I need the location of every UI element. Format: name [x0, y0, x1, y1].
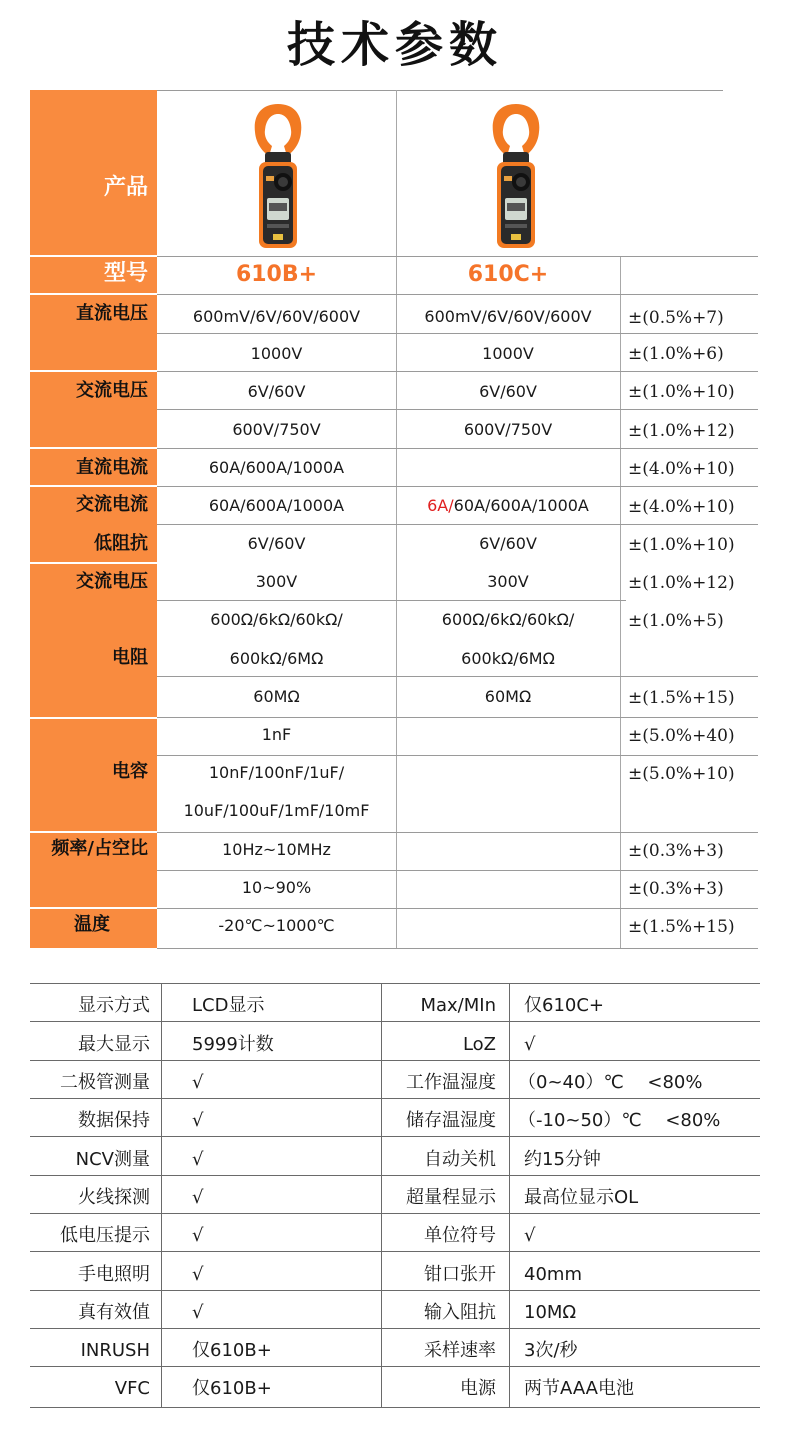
feature-label: 自动关机: [424, 1149, 496, 1170]
spec-cell: 6V/60V: [247, 382, 306, 401]
feature-value: 5999计数: [192, 1034, 274, 1055]
model-610b: 610B+: [235, 262, 318, 287]
feature-label: 单位符号: [424, 1225, 496, 1246]
feature-label: 低电压提示: [60, 1225, 150, 1246]
check-icon: √: [192, 1302, 204, 1323]
spec-cell: 60A/600A/1000A: [208, 496, 345, 515]
category-ac-current: 交流电流: [76, 494, 148, 515]
model-label: 型号: [103, 261, 148, 286]
category-column: [30, 90, 157, 948]
features-table: [30, 983, 760, 1409]
category-frequency: 频率/占空比: [51, 838, 148, 859]
spec-cell: 600mV/6V/60V/600V: [192, 307, 361, 326]
accuracy-cell: ±(0.3%+3): [628, 841, 724, 861]
spec-cell: 1000V: [482, 344, 534, 363]
spec-cell: 10~90%: [241, 878, 312, 897]
spec-cell: 600kΩ/6MΩ: [229, 649, 324, 668]
page-title: 技术参数: [286, 17, 503, 73]
feature-value: 40mm: [524, 1264, 582, 1285]
accuracy-cell: ±(0.3%+3): [628, 879, 724, 899]
spec-cell: 600V/750V: [232, 420, 321, 439]
spec-cell: 10Hz~10MHz: [222, 840, 331, 859]
feature-label: 钳口张开: [424, 1264, 496, 1285]
feature-label: VFC: [114, 1378, 150, 1399]
feature-value: 仅610B+: [192, 1378, 272, 1399]
feature-label: 显示方式: [78, 995, 150, 1016]
feature-value: 两节AAA电池: [524, 1378, 634, 1399]
check-icon: √: [192, 1187, 204, 1208]
feature-label: 手电照明: [78, 1264, 150, 1285]
clamp-meter-610b-image: [247, 102, 309, 250]
accuracy-cell: ±(1.0%+10): [628, 535, 735, 555]
accuracy-cell: ±(1.0%+10): [628, 382, 735, 402]
accuracy-cell: ±(1.5%+15): [628, 688, 735, 708]
spec-cell: 300V: [487, 572, 529, 591]
spec-cell: 1000V: [250, 344, 303, 363]
accuracy-cell: ±(5.0%+10): [628, 764, 735, 784]
clamp-meter-610c-image: [485, 102, 547, 250]
check-icon: √: [192, 1149, 204, 1170]
category-low-impedance: 低阻抗: [94, 533, 148, 554]
accuracy-cell: ±(4.0%+10): [628, 497, 735, 517]
highlight-6a: 6A/: [427, 496, 454, 515]
check-icon: √: [192, 1110, 204, 1131]
spec-cell: 300V: [255, 572, 298, 591]
feature-label: LoZ: [462, 1034, 496, 1055]
feature-label: 超量程显示: [406, 1187, 496, 1208]
feature-value: LCD显示: [192, 995, 265, 1016]
spec-cell: 60A/600A/1000A: [208, 458, 345, 477]
check-icon: √: [524, 1225, 536, 1246]
spec-table: [30, 90, 758, 948]
accuracy-cell: ±(1.0%+12): [628, 421, 735, 441]
category-temperature: 温度: [74, 914, 110, 935]
spec-cell: 6V/60V: [247, 534, 306, 553]
accuracy-cell: ±(1.0%+6): [628, 344, 724, 364]
category-dc-current: 直流电流: [76, 457, 148, 478]
feature-value: 10MΩ: [524, 1302, 577, 1323]
spec-cell: -20℃~1000℃: [218, 916, 335, 935]
accuracy-cell: ±(1.0%+12): [628, 573, 735, 593]
accuracy-cell: ±(0.5%+7): [628, 308, 724, 328]
accuracy-cell: ±(1.0%+5): [628, 611, 724, 631]
spec-cell: 600mV/6V/60V/600V: [424, 307, 592, 326]
feature-label: NCV测量: [75, 1149, 150, 1170]
category-ac-voltage: 交流电压: [76, 380, 148, 401]
check-icon: √: [192, 1225, 204, 1246]
category-ac-voltage-2: 交流电压: [76, 571, 148, 592]
model-610c: 610C+: [467, 262, 549, 287]
feature-value: 最高位显示OL: [524, 1187, 639, 1208]
check-icon: √: [524, 1034, 536, 1055]
feature-label: 数据保持: [78, 1110, 150, 1131]
feature-label: 电源: [460, 1378, 496, 1399]
feature-label: INRUSH: [80, 1340, 150, 1361]
feature-label: 火线探测: [78, 1187, 150, 1208]
accuracy-cell: ±(1.5%+15): [628, 917, 735, 937]
feature-value: 仅610B+: [192, 1340, 272, 1361]
check-icon: √: [192, 1072, 204, 1093]
feature-value: 约15分钟: [524, 1149, 601, 1170]
check-icon: √: [192, 1264, 204, 1285]
feature-label: 二极管测量: [60, 1072, 150, 1093]
feature-value: 仅610C+: [524, 995, 605, 1016]
category-capacitance: 电容: [112, 761, 148, 782]
feature-value: 3次/秒: [524, 1340, 578, 1361]
spec-cell: 60MΩ: [484, 687, 532, 706]
feature-label: Max/MIn: [420, 995, 496, 1016]
spec-cell: 1nF: [261, 725, 292, 744]
category-resistance: 电阻: [112, 647, 148, 668]
spec-cell: 10uF/100uF/1mF/10mF: [183, 801, 370, 820]
spec-cell: 6V/60V: [479, 382, 537, 401]
product-label: 产品: [103, 175, 148, 200]
category-dc-voltage: 直流电压: [76, 303, 148, 324]
feature-label: 采样速率: [424, 1340, 496, 1361]
spec-cell: 600Ω/6kΩ/60kΩ/: [441, 610, 575, 629]
accuracy-cell: ±(5.0%+40): [628, 726, 735, 746]
feature-value: （-10~50）℃ <80%: [518, 1110, 721, 1131]
feature-label: 储存温湿度: [406, 1110, 496, 1131]
spec-cell: 6A/60A/600A/1000A: [427, 496, 589, 515]
spec-cell: 60MΩ: [253, 687, 300, 706]
feature-value: （0~40）℃ <80%: [518, 1072, 703, 1093]
spec-cell: 6V/60V: [479, 534, 537, 553]
feature-label: 工作温湿度: [406, 1072, 496, 1093]
accuracy-cell: ±(4.0%+10): [628, 459, 735, 479]
feature-label: 真有效值: [78, 1302, 150, 1323]
spec-cell: 10nF/100nF/1uF/: [208, 763, 345, 782]
spec-cell: 600V/750V: [463, 420, 553, 439]
spec-cell: 600Ω/6kΩ/60kΩ/: [210, 610, 343, 629]
feature-label: 最大显示: [78, 1034, 150, 1055]
feature-label: 输入阻抗: [424, 1302, 496, 1323]
spec-cell: 600kΩ/6MΩ: [461, 649, 555, 668]
